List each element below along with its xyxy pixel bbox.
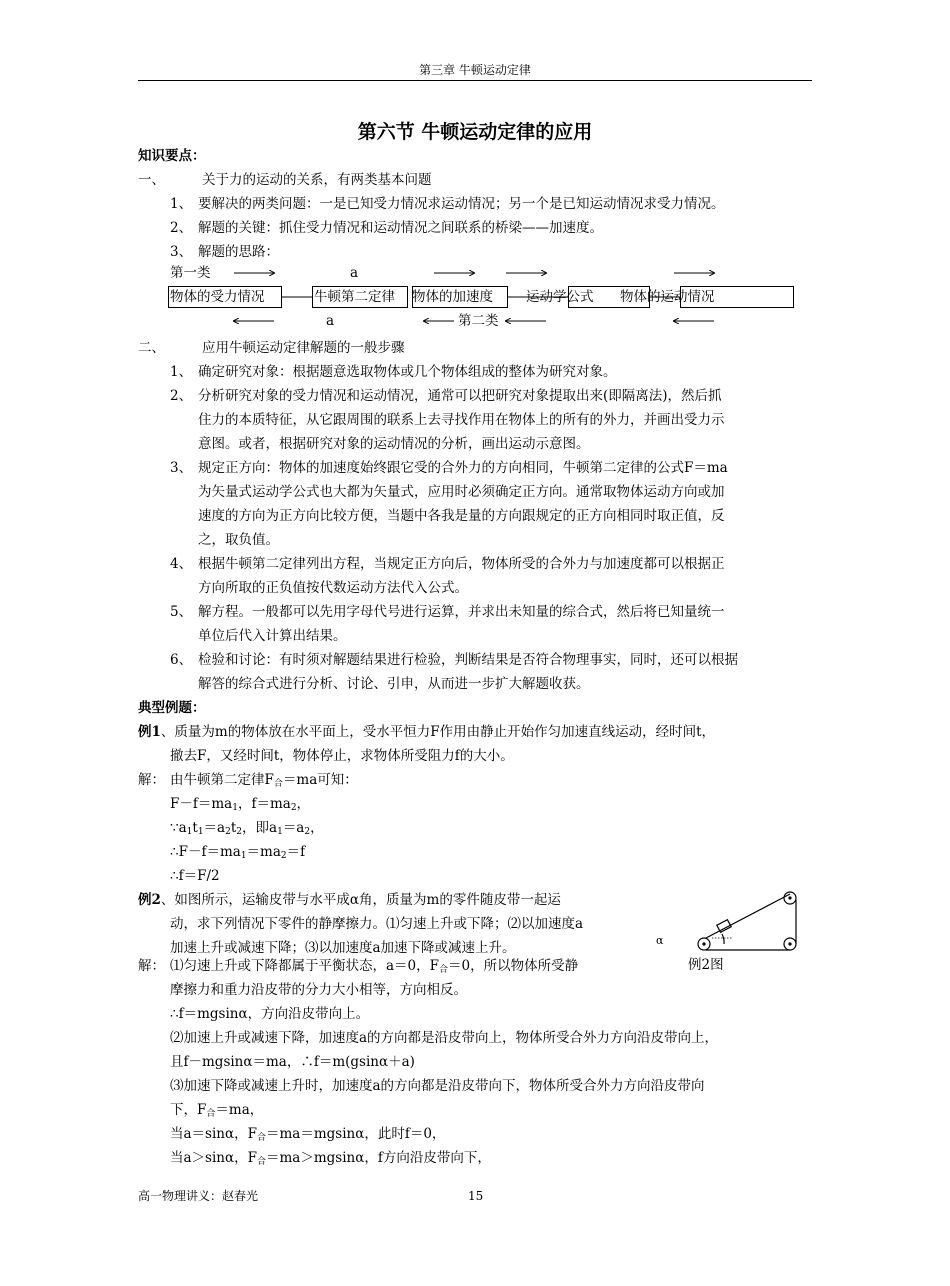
step-6-line-2: 解答的综合式进行分析、讨论、引申，从而进一步扩大解题收获。: [198, 676, 590, 692]
example-2-line-2: 动，求下列情况下零件的静摩擦力。⑴匀速上升或下降；⑵以加速度a: [170, 916, 584, 932]
example-1-eq-1: $F-f=ma_1$，$f=ma_2$，: [170, 796, 311, 813]
example-1-eq-4: ∴f＝F/2: [170, 868, 220, 884]
flow-arrows: [168, 262, 808, 332]
flow-type-1-label: 第一类: [170, 265, 211, 281]
example-1-solution-intro: 解： 由牛顿第二定律$F_合=ma$可知：: [138, 772, 358, 789]
step-3-line-4: 之，取负值。: [198, 532, 279, 548]
example-2-solution-3-line-3: 当a＝sinα，$F_合=ma=mgsin\alpha$，此时f＝0，: [170, 1126, 446, 1143]
example-2-solution-1: 解： ⑴匀速上升或下降都属于平衡状态，a＝0，$F_合=0$，所以物体所受静: [138, 958, 579, 975]
s1-item-2-num: 2、: [170, 220, 193, 236]
section-1-text: 关于力的运动的关系，有两类基本问题: [202, 172, 432, 188]
angle-alpha-label: α: [656, 934, 664, 947]
solution-flow-diagram: [168, 262, 808, 332]
example-2-solution-3-line-1: ⑶加速下降或减速上升时，加速度a的方向都是沿皮带向下，物体所受合外力方向沿皮带向: [170, 1078, 705, 1094]
flow-a-top-label: a: [350, 265, 359, 281]
s1-item-3: [170, 242, 279, 262]
belt-top-line: [706, 894, 790, 938]
flow-box-1-text: 物体的受力情况: [170, 289, 265, 305]
section-2-heading: [138, 338, 405, 358]
step-2: 2、 分析研究对象的受力情况和运动情况，通常可以把研究对象提取出来(即隔离法)，然后抓: [170, 388, 722, 404]
header-rule: [138, 80, 812, 81]
flow-box-4-text: 运动学公式: [526, 289, 594, 305]
example-2-label: 例2: [138, 892, 161, 908]
example-1-line-1: 例1、质量为m的物体放在水平面上，受水平恒力F作用由静止开始作匀加速直线运动，经时间t，: [138, 724, 715, 740]
s1-item-2: [170, 218, 603, 238]
s1-item-1-text: 要解决的两类问题：一是已知受力情况求运动情况；另一个是已知运动情况求受力情况。: [198, 196, 725, 212]
step-3-line-2: 为矢量式运动学公式也大都为矢量式，应用时必须确定正方向。通常取物体运动方向或加: [198, 484, 725, 500]
example-1-eq-2: $\because a_1t_1=a_2t_2$，即$a_1=a_2$，: [170, 820, 324, 837]
s1-item-1-num: 1、: [170, 196, 193, 212]
example-1-label: 例1: [138, 724, 161, 740]
section-2-text: 应用牛顿运动定律解题的一般步骤: [202, 340, 405, 356]
example-2-solution-2-line-2: 且f－mgsinα＝ma，∴f＝m(gsinα＋a): [170, 1054, 415, 1070]
s1-item-2-text: 解题的关键：抓住受力情况和运动情况之间联系的桥梁——加速度。: [198, 220, 603, 236]
s1-item-3-text: 解题的思路：: [198, 244, 279, 260]
example-1-eq-3: $\therefore F-f=ma_1=ma_2=f$: [170, 844, 306, 861]
section-title: 第六节 牛顿运动定律的应用: [357, 121, 593, 143]
example-2-solution-1-line-2: 摩擦力和重力沿皮带的分力大小相等，方向相反。: [170, 982, 467, 998]
example-2-solution-2-line-1: ⑵加速上升或减速下降，加速度a的方向都是沿皮带向上，物体所受合外力方向沿皮带向上，: [170, 1030, 719, 1046]
s1-item-3-num: 3、: [170, 244, 193, 260]
s1-item-1: [170, 194, 725, 214]
angle-arc: [722, 934, 724, 944]
step-2-line-3: 意图。或者，根据研究对象的运动情况的分析，画出运动示意图。: [198, 436, 590, 452]
example-2-solution-3-line-2: 下，$F_合=ma$，: [170, 1102, 264, 1119]
section-1-num: 一、: [138, 172, 165, 188]
step-2-line-2: 住力的本质特征，从它跟周围的联系上去寻找作用在物体上的所有的外力，并画出受力示: [198, 412, 725, 428]
example-2-solution-1-line-3: ∴f＝mgsinα，方向沿皮带向上。: [170, 1006, 370, 1022]
example-1-line-2: 撤去F，又经时间t，物体停止，求物体所受阻力f的大小。: [170, 748, 514, 764]
footer-author: 高一物理讲义：赵春光: [138, 1189, 259, 1203]
example-2-line-1: 例2、如图所示，运输皮带与水平成α角，质量为m的零件随皮带一起运: [138, 892, 561, 908]
step-1: 1、 确定研究对象：根据题意选取物体或几个物体组成的整体为研究对象。: [170, 364, 617, 380]
step-3-line-3: 速度的方向为正方向比较方便，当题中各我是量的方向跟规定的正方向相同时取正值，反: [198, 508, 725, 524]
figure-caption: 例2图: [688, 957, 724, 973]
flow-type-2-label: 第二类: [458, 313, 499, 329]
flow-box-2-text: 牛顿第二定律: [314, 289, 395, 305]
step-3: 3、 规定正方向：物体的加速度始终跟它受的合外力的方向相同，牛顿第二定律的公式F＝ma: [170, 460, 728, 476]
flow-box-5-text: 物体的运动情况: [620, 289, 715, 305]
flow-box-3-text: 物体的加速度: [412, 289, 493, 305]
step-4: 4、 根据牛顿第二定律列出方程，当规定正方向后，物体所受的合外力与加速度都可以根据正: [170, 556, 725, 572]
flow-a-bottom-label: a: [326, 313, 335, 329]
section-2-num: 二、: [138, 340, 165, 356]
step-4-line-2: 方向所取的正负值按代数运动方法代入公式。: [198, 580, 468, 596]
knowledge-heading: 知识要点：: [138, 148, 206, 164]
section-1-heading: [138, 170, 432, 190]
example-2-line-3: 加速上升或减速下降；⑶以加速度a加速下降或减速上升。: [170, 940, 516, 956]
step-5-line-2: 单位后代入计算出结果。: [198, 628, 347, 644]
example-2-solution-3-line-4: 当a＞sinα，$F_合=ma>mgsin\alpha$，f方向沿皮带向下，: [170, 1150, 491, 1167]
step-6: 6、 检验和讨论：有时须对解题结果进行检验，判断结果是否符合物理事实，同时，还可以根据: [170, 652, 738, 668]
examples-heading: 典型例题：: [138, 700, 206, 716]
running-header: 第三章 牛顿运动定律: [419, 63, 531, 77]
conveyor-belt-figure: [692, 888, 804, 952]
page-number: 15: [468, 1189, 484, 1203]
step-5: 5、 解方程。一般都可以先用字母代号进行运算，并求出未知量的综合式，然后将已知量统一: [170, 604, 725, 620]
